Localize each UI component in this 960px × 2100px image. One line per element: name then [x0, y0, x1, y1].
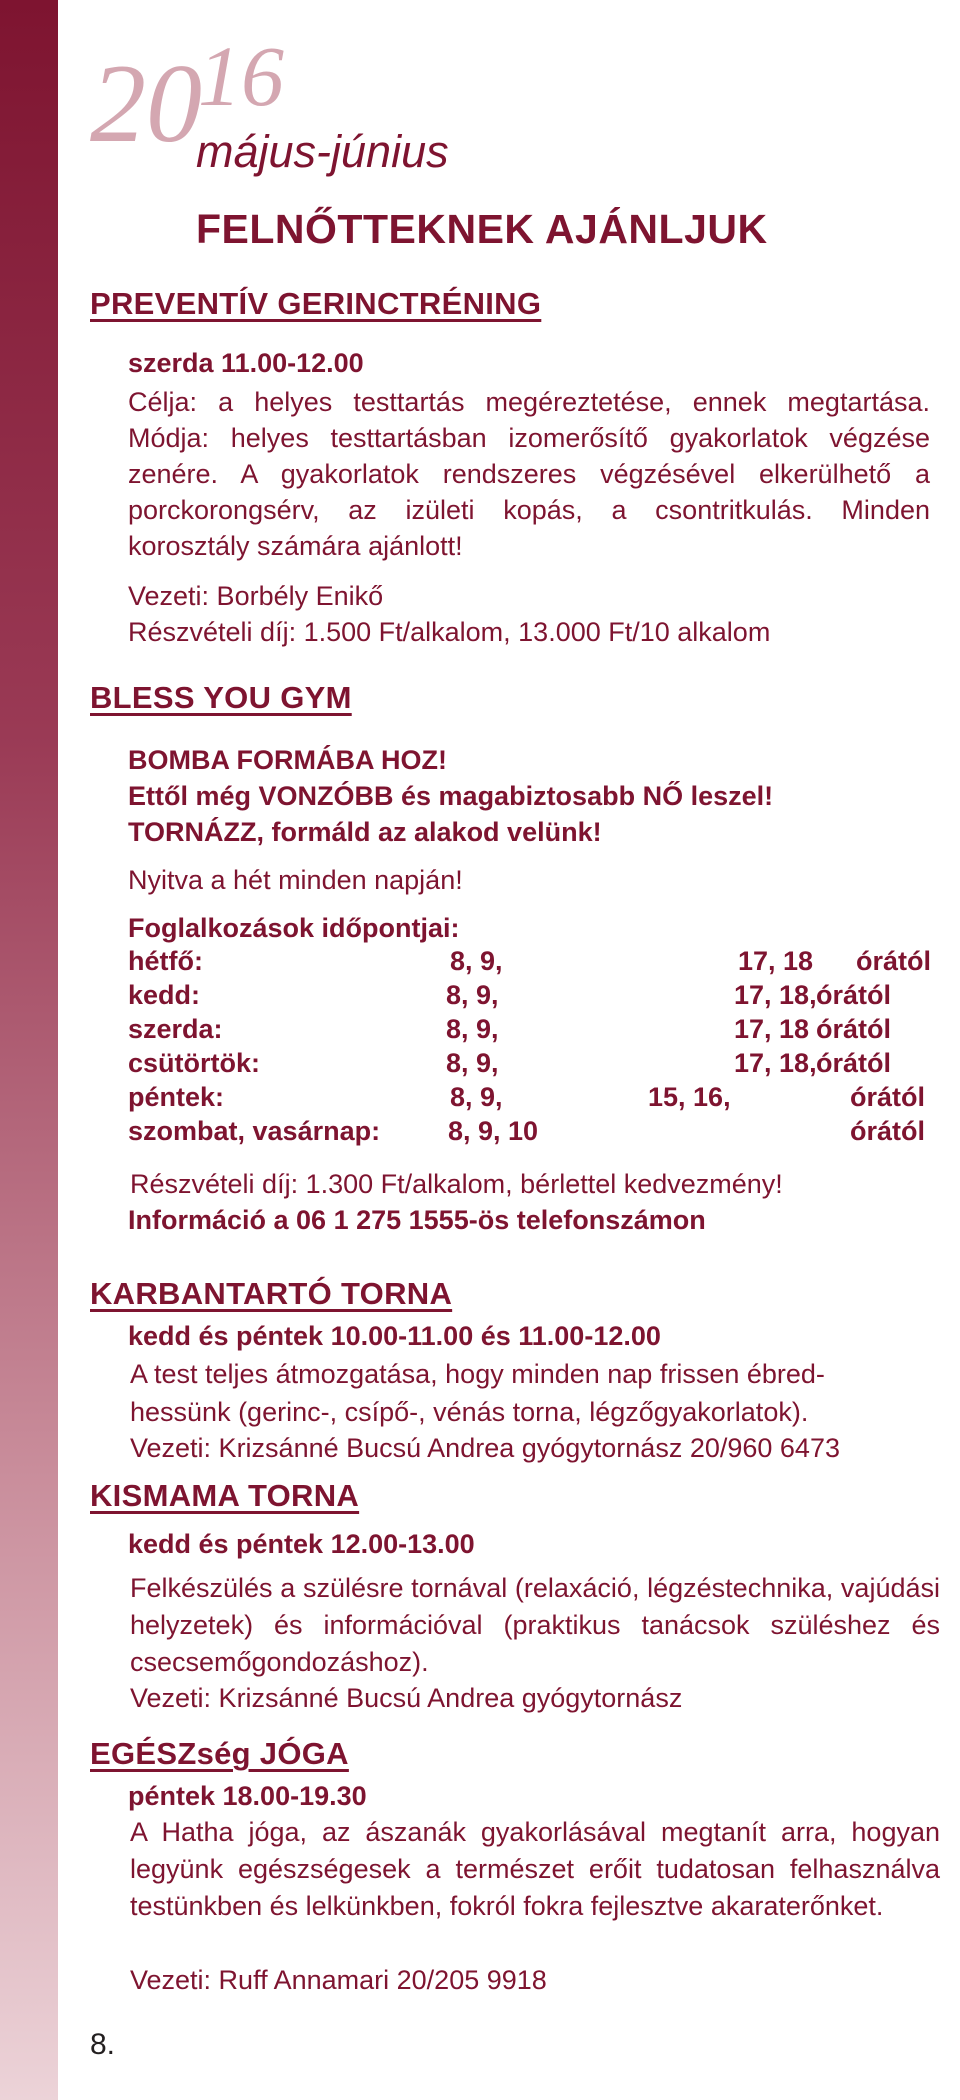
- preventiv-fee: Részvételi díj: 1.500 Ft/alkalom, 13.000 Ft/10 alkalom: [128, 617, 771, 647]
- section-title-joga: EGÉSZség JÓGA: [90, 1736, 349, 1771]
- schedule-day: hétfő:: [128, 946, 203, 976]
- kismama-leader: Vezeti: Krizsánné Bucsú Andrea gyógytornász: [130, 1683, 683, 1713]
- schedule-morning: 8, 9,: [446, 980, 499, 1010]
- kismama-description: Felkészülés a szülésre tornával (relaxáció, légzéstechnika, vajúdási helyzetek) és információval (praktikus tanácsok szüléshez és csecsemőgondozáshoz).: [130, 1573, 940, 1677]
- bless-fee: Részvételi díj: 1.300 Ft/alkalom, bérlettel kedvezmény!: [130, 1169, 783, 1199]
- year-suffix: 16: [198, 28, 284, 124]
- schedule-morning: 8, 9,: [446, 1048, 499, 1078]
- karbantarto-time: kedd és péntek 10.00-11.00 és 11.00-12.00: [128, 1321, 661, 1351]
- schedule-suffix: órától: [816, 1014, 892, 1044]
- bless-slogan-1: BOMBA FORMÁBA HOZ!: [128, 745, 447, 775]
- schedule-suffix: órától: [850, 1082, 926, 1112]
- schedule-morning: 8, 9,: [450, 946, 503, 976]
- schedule-row: [0, 1082, 960, 1116]
- schedule-row: [0, 1116, 960, 1150]
- kismama-time: kedd és péntek 12.00-13.00: [128, 1529, 475, 1559]
- page-number: 8.: [90, 2028, 116, 2061]
- schedule-suffix: órától: [816, 980, 892, 1010]
- preventiv-time: szerda 11.00-12.00: [128, 348, 364, 378]
- schedule-evening: 17, 18: [734, 1014, 810, 1044]
- bless-slogan-3: TORNÁZZ, formáld az alakod velünk!: [128, 817, 602, 847]
- karbantarto-desc-1: A test teljes átmozgatása, hogy minden nap frissen ébred-: [130, 1359, 825, 1389]
- schedule-suffix: órától: [816, 1048, 892, 1078]
- schedule-day: szombat, vasárnap:: [128, 1116, 381, 1146]
- schedule-day: péntek:: [128, 1082, 225, 1112]
- schedule-evening: 15, 16,: [648, 1082, 731, 1112]
- joga-description: A Hatha jóga, az ászanák gyakorlásával megtanít arra, hogyan legyünk egészségesek a természet erőit tudatosan felhasználva testünkben és lelkünkben, fokról fokra fejlesztve akaraterőnket.: [130, 1817, 940, 1921]
- section-title-kismama: KISMAMA TORNA: [90, 1478, 360, 1513]
- schedule-suffix: órától: [856, 946, 932, 976]
- schedule-day: csütörtök:: [128, 1048, 261, 1078]
- page-title: FELNŐTTEKNEK AJÁNLJUK: [196, 206, 768, 252]
- joga-time: péntek 18.00-19.30: [128, 1781, 367, 1811]
- karbantarto-desc-2: hessünk (gerinc-, csípő-, vénás torna, légzőgyakorlatok).: [130, 1397, 809, 1427]
- schedule-row: [0, 980, 960, 1014]
- schedule-table: [0, 946, 960, 1150]
- bless-open: Nyitva a hét minden napján!: [128, 865, 463, 895]
- schedule-evening: 17, 18,: [734, 1048, 817, 1078]
- schedule-evening: 17, 18: [738, 946, 814, 976]
- schedule-day: szerda:: [128, 1014, 223, 1044]
- bless-schedule-title: Foglalkozások időpontjai:: [128, 913, 460, 943]
- joga-leader: Vezeti: Ruff Annamari 20/205 9918: [130, 1965, 547, 1995]
- schedule-morning: 8, 9,: [446, 1014, 499, 1044]
- schedule-evening: 17, 18,: [734, 980, 817, 1010]
- schedule-row: [0, 1014, 960, 1048]
- section-title-bless: BLESS YOU GYM: [90, 680, 352, 715]
- year-prefix: 20: [90, 42, 202, 166]
- schedule-suffix: órától: [850, 1116, 926, 1146]
- section-title-preventiv: PREVENTÍV GERINCTRÉNING: [90, 286, 542, 321]
- preventiv-description: Célja: a helyes testtartás megéreztetése, ennek megtartása. Módja: helyes testtartásban izomerősítő gyakorlatok végzése zenére. A gyakorlatok rendszeres végzésével elkerülhető a porckorongsérv, az izületi kopás, a csontritkulás. Minden korosztály számára ajánlott!: [128, 387, 930, 561]
- bless-slogan-2: Ettől még VONZÓBB és magabiztosabb NŐ leszel!: [128, 781, 774, 811]
- section-title-karbantarto: KARBANTARTÓ TORNA: [90, 1276, 453, 1311]
- schedule-morning: 8, 9,: [450, 1082, 503, 1112]
- schedule-row: [0, 946, 960, 980]
- months-label: május-június: [196, 126, 449, 177]
- schedule-day: kedd:: [128, 980, 201, 1010]
- schedule-row: [0, 1048, 960, 1082]
- schedule-morning: 8, 9, 10: [448, 1116, 539, 1146]
- bless-info: Információ a 06 1 275 1555-ös telefonszámon: [128, 1205, 706, 1235]
- preventiv-leader: Vezeti: Borbély Enikő: [128, 581, 384, 611]
- karbantarto-leader: Vezeti: Krizsánné Bucsú Andrea gyógytornász 20/960 6473: [130, 1433, 840, 1463]
